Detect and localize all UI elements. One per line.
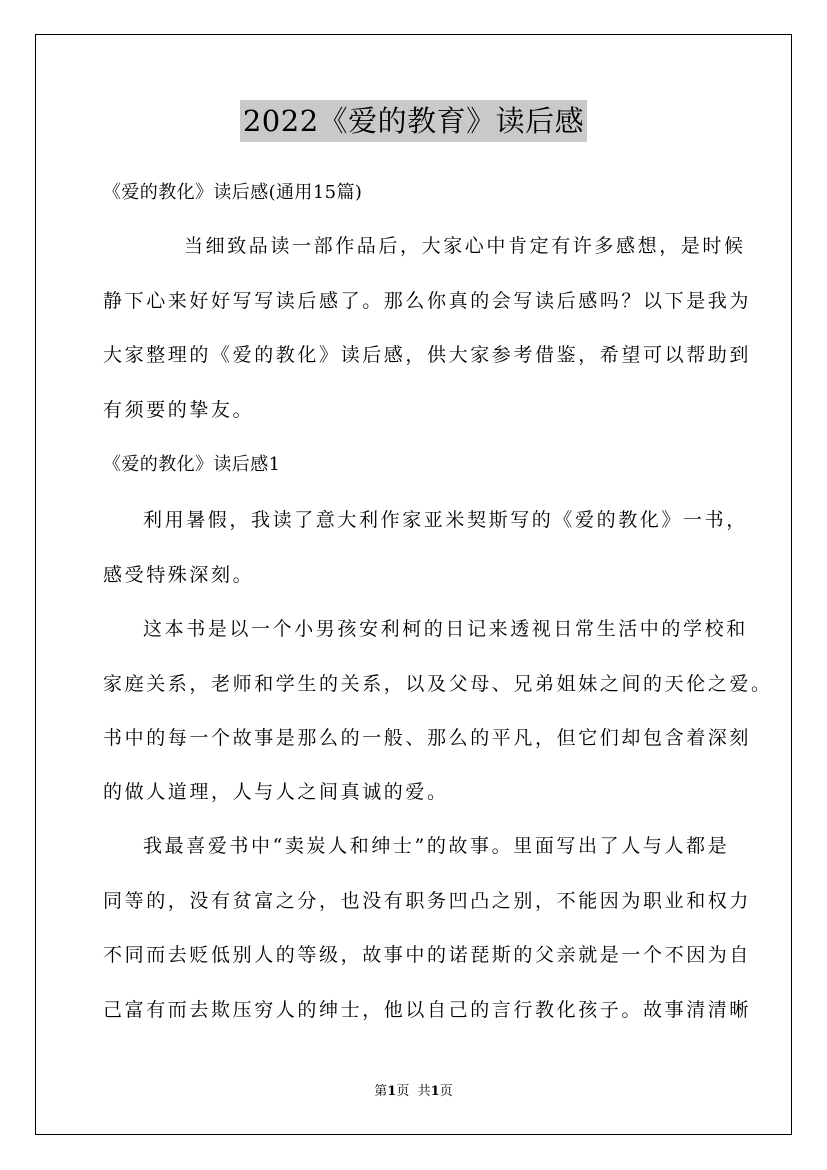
section-heading: 《爱的教化》读后感1: [103, 454, 281, 475]
body-line: 不同而去贬低别人的等级，故事中的诺琵斯的父亲就是一个不因为自: [103, 944, 752, 966]
title-container: [0, 100, 827, 142]
document-title: 2022《爱的教育》读后感: [240, 100, 587, 142]
intro-line: 静下心来好好写写读后感了。那么你真的会写读后感吗？以下是我为: [103, 290, 752, 312]
body-line: 同等的，没有贫富之分，也没有职务凹凸之别，不能因为职业和权力: [103, 890, 752, 912]
intro-line: 有须要的挚友。: [103, 399, 255, 421]
body-line: 这本书是以一个小男孩安利柯的日记来透视日常生活中的学校和: [143, 618, 748, 640]
body-line: 利用暑假，我读了意大利作家亚米契斯写的《爱的教化》一书，: [143, 509, 748, 531]
intro-line: 当细致品读一部作品后，大家心中肯定有许多感想，是时候: [184, 235, 746, 257]
footer-prefix: 第: [374, 1084, 388, 1099]
footer-total-prefix: 共: [417, 1084, 431, 1099]
page-footer: [0, 1083, 827, 1101]
body-line: 家庭关系，老师和学生的关系，以及父母、兄弟姐妹之间的天伦之爱。: [103, 673, 773, 695]
document-subtitle: 《爱的教化》读后感(通用15篇): [103, 182, 363, 203]
footer-total-suffix: 页: [439, 1084, 453, 1099]
footer-page-suffix: 页: [396, 1084, 410, 1099]
body-line: 感受特殊深刻。: [103, 564, 255, 586]
body-line: 我最喜爱书中“卖炭人和绅士”的故事。里面写出了人与人都是: [143, 835, 730, 857]
footer-page-number: 1: [387, 1084, 397, 1099]
body-line: 的做人道理，人与人之间真诚的爱。: [103, 781, 449, 803]
intro-line: 大家整理的《爱的教化》读后感，供大家参考借鉴，希望可以帮助到: [103, 344, 752, 366]
footer-total-pages: 1: [430, 1084, 440, 1099]
body-line: 己富有而去欺压穷人的绅士，他以自己的言行教化孩子。故事清清晰: [103, 999, 752, 1021]
body-line: 书中的每一个故事是那么的一般、那么的平凡，但它们却包含着深刻: [103, 727, 752, 749]
